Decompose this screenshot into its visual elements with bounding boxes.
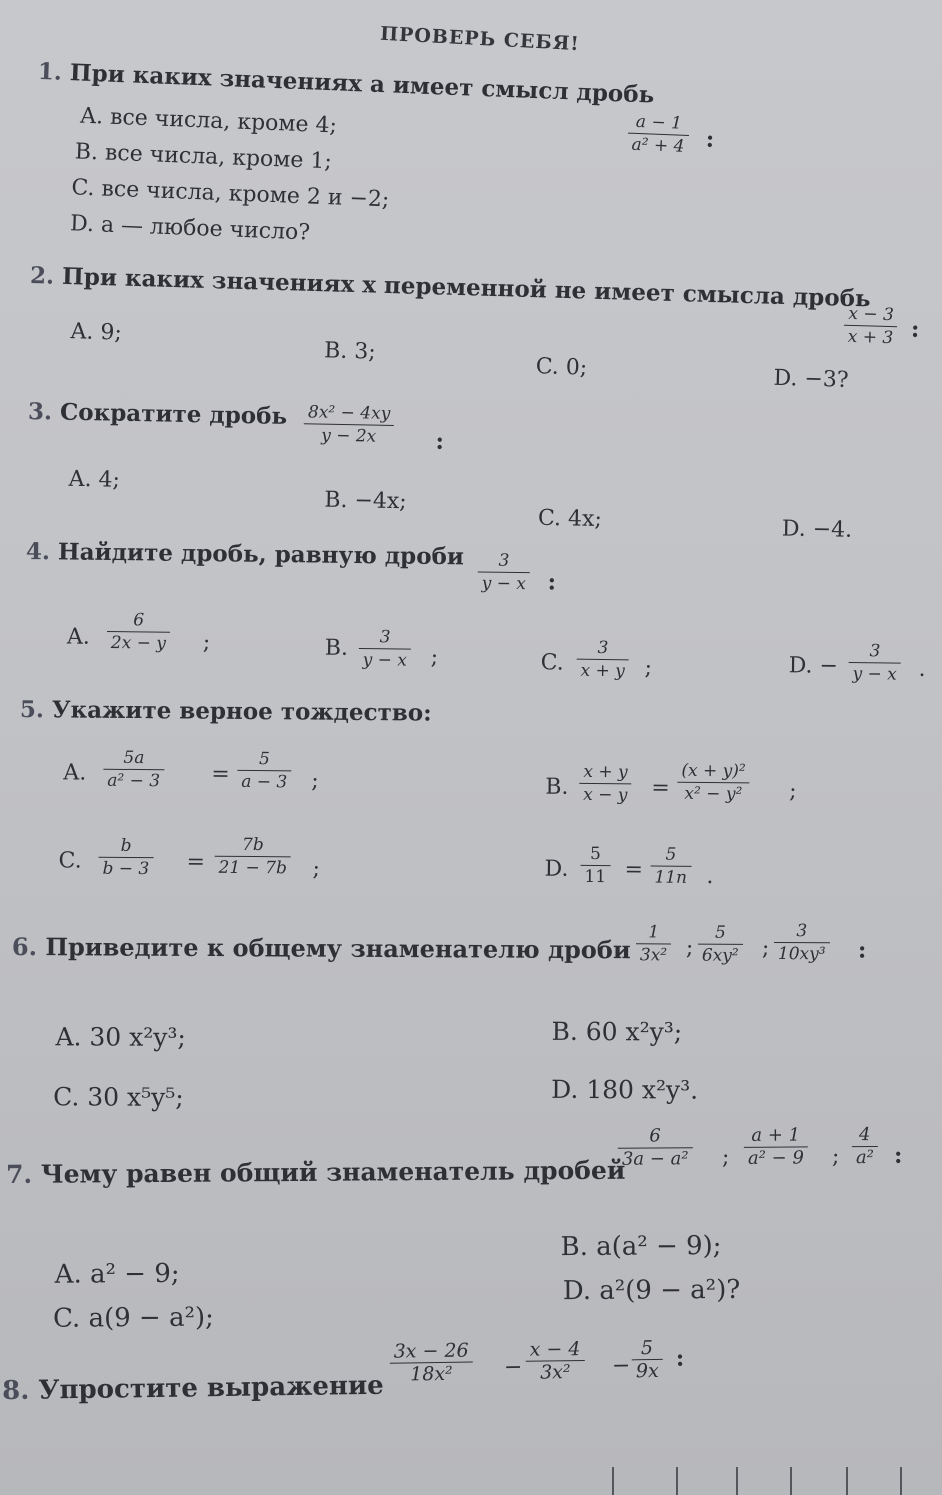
binder-mark bbox=[736, 1467, 738, 1495]
binder-mark bbox=[612, 1467, 614, 1495]
q4-option-a-end: ; bbox=[202, 630, 211, 656]
question-2-fraction: $\frac{x - 3}{x + 3}$ bbox=[843, 303, 898, 349]
q6-separator-1: ; bbox=[685, 935, 694, 961]
q7-option-c: C. a(9 − a²); bbox=[52, 1302, 214, 1334]
question-1-fraction: $\frac{a - 1}{\text{a² + 4}}$ bbox=[627, 111, 690, 158]
q4-option-b-fraction: $\frac{3}{y - x}$ bbox=[359, 626, 412, 672]
question-1-text: 1. При каких значениях a имеет смысл дробь bbox=[37, 57, 655, 109]
q2-option-b: B. 3; bbox=[323, 338, 377, 365]
q7-fraction-2: $\frac{a + 1}{\text{a² − 9}}$ bbox=[744, 1124, 808, 1169]
q8-minus-2: − bbox=[611, 1353, 631, 1379]
q8-fraction-2: $\frac{x - 4}{\text{3x²}}$ bbox=[525, 1338, 584, 1384]
q4-option-c-label: C. bbox=[540, 650, 564, 676]
q5-option-a-fraction-1: $\frac{5a}{\text{a² − 3}}$ bbox=[103, 747, 164, 793]
q5-option-d-fraction-2: $\frac{5}{11n}$ bbox=[650, 844, 691, 889]
q5-option-a-fraction-2: $\frac{5}{a - 3}$ bbox=[237, 748, 291, 793]
q4-option-b-end: ; bbox=[430, 644, 439, 670]
question-8-text: 8. Упростите выражение bbox=[1, 1370, 384, 1407]
q8-colon: : bbox=[675, 1344, 685, 1372]
q6-option-c: C. 30 x⁵y⁵; bbox=[53, 1082, 184, 1112]
q7-fraction-3: $\frac{4}{\text{a²}}$ bbox=[852, 1124, 878, 1169]
question-4-fraction: $\frac{3}{y - x}$ bbox=[477, 549, 530, 595]
q3-option-c: C. 4x; bbox=[537, 505, 603, 532]
question-4-text: 4. Найдите дробь, равную дроби bbox=[25, 537, 465, 571]
q4-option-c-end: ; bbox=[644, 655, 653, 681]
q6-fraction-1: $\frac{1}{\text{3x²}}$ bbox=[636, 921, 671, 966]
q5-option-c-fraction-2: $\frac{7b}{21 - 7b}$ bbox=[214, 834, 291, 880]
q6-option-a: A. 30 x²y³; bbox=[55, 1022, 186, 1052]
q4-option-d-end: . bbox=[918, 656, 926, 682]
q7-option-d: D. a²(9 − a²)? bbox=[562, 1274, 741, 1307]
q3-option-a: A. 4; bbox=[68, 466, 121, 493]
question-3-text: 3. Сократите дробь bbox=[27, 397, 288, 430]
q8-minus-1: − bbox=[503, 1354, 523, 1381]
q3-option-d: D. −4. bbox=[781, 516, 853, 543]
q7-separator-1: ; bbox=[721, 1144, 730, 1171]
q2-option-d: D. −3? bbox=[773, 365, 849, 393]
question-3-colon: : bbox=[435, 427, 445, 455]
question-1-colon: : bbox=[705, 125, 715, 153]
q6-option-d: D. 180 x²y³. bbox=[551, 1074, 699, 1105]
q5-option-b-label: B. bbox=[545, 774, 569, 800]
question-2-text: 2. При каких значениях x переменной не имеет смысла дробь bbox=[29, 262, 871, 313]
q7-fraction-1: $\frac{6}{\text{3a − a²}}$ bbox=[618, 1125, 693, 1171]
q1-option-b: B. все числа, кроме 1; bbox=[74, 139, 333, 175]
q4-option-d-label: D. − bbox=[788, 653, 839, 679]
q6-fraction-2: $\frac{5}{\text{6xy²}}$ bbox=[698, 922, 743, 967]
q5-option-d-end: . bbox=[706, 863, 714, 890]
question-6-text: 6. Приведите к общему знаменателю дроби bbox=[11, 932, 631, 965]
q7-option-b: B. a(a² − 9); bbox=[560, 1231, 722, 1263]
q5-option-c-fraction-1: $\frac{b}{b - 3}$ bbox=[98, 835, 153, 880]
q1-option-d: D. a — любое число? bbox=[69, 211, 311, 246]
q4-option-b-label: B. bbox=[324, 635, 349, 661]
q7-option-a: A. a² − 9; bbox=[54, 1258, 180, 1290]
q4-option-a-label: A. bbox=[66, 624, 90, 650]
q5-option-d-fraction-1: $\frac{5}{11}$ bbox=[580, 843, 610, 888]
question-4-colon: : bbox=[547, 568, 557, 596]
binder-mark bbox=[790, 1467, 792, 1495]
q5-option-c-end: ; bbox=[312, 856, 321, 882]
q2-option-c: C. 0; bbox=[535, 354, 588, 381]
q1-option-a: A. все числа, кроме 4; bbox=[79, 103, 338, 139]
q2-option-a: A. 9; bbox=[70, 319, 123, 346]
q5-option-d-label: D. bbox=[544, 856, 569, 882]
q6-separator-2: ; bbox=[761, 935, 770, 961]
q4-option-c-fraction: $\frac{3}{x + y}$ bbox=[576, 637, 629, 683]
q5-option-b-fraction-2: $\frac{\text{(x + y)²}}{\text{x² − y²}}$ bbox=[677, 760, 750, 806]
q5-option-a-equals: = bbox=[211, 761, 230, 787]
q5-option-c-label: C. bbox=[58, 848, 82, 874]
q1-option-c: C. все числа, кроме 2 и −2; bbox=[71, 175, 390, 213]
q4-option-d-fraction: $\frac{3}{y - x}$ bbox=[848, 640, 901, 686]
question-7-text: 7. Чему равен общий знаменатель дробей bbox=[5, 1155, 626, 1190]
q5-option-c-equals: = bbox=[186, 849, 206, 875]
q5-option-a-label: A. bbox=[63, 760, 87, 786]
question-2-colon: : bbox=[910, 315, 920, 343]
q8-fraction-1: $\frac{3x - 26}{\text{18x²}}$ bbox=[389, 1340, 473, 1386]
q5-option-b-fraction-1: $\frac{x + y}{x - y}$ bbox=[579, 761, 632, 806]
binder-mark bbox=[900, 1467, 902, 1495]
q5-option-d-equals: = bbox=[624, 857, 644, 883]
binder-mark bbox=[676, 1467, 678, 1495]
section-title: ПРОВЕРЬ СЕБЯ! bbox=[379, 22, 581, 56]
question-3-fraction: $\frac{\text{8x² − 4xy}}{y - 2x}$ bbox=[303, 401, 394, 448]
q6-colon: : bbox=[857, 936, 867, 964]
q5-option-b-end: ; bbox=[789, 778, 797, 804]
q7-separator-2: ; bbox=[831, 1144, 840, 1170]
q4-option-a-fraction: $\frac{6}{2x - y}$ bbox=[107, 609, 171, 655]
q6-fraction-3: $\frac{3}{\text{10xy³}}$ bbox=[774, 920, 830, 965]
q8-fraction-3: $\frac{5}{9x}$ bbox=[631, 1337, 662, 1382]
binder-mark bbox=[846, 1467, 848, 1495]
q7-colon: : bbox=[893, 1141, 903, 1169]
q3-option-b: B. −4x; bbox=[324, 487, 407, 515]
q5-option-b-equals: = bbox=[651, 775, 670, 801]
q6-option-b: B. 60 x²y³; bbox=[551, 1016, 683, 1047]
q5-option-a-end: ; bbox=[311, 768, 319, 794]
question-5-text: 5. Укажите верное тождество: bbox=[19, 696, 432, 727]
